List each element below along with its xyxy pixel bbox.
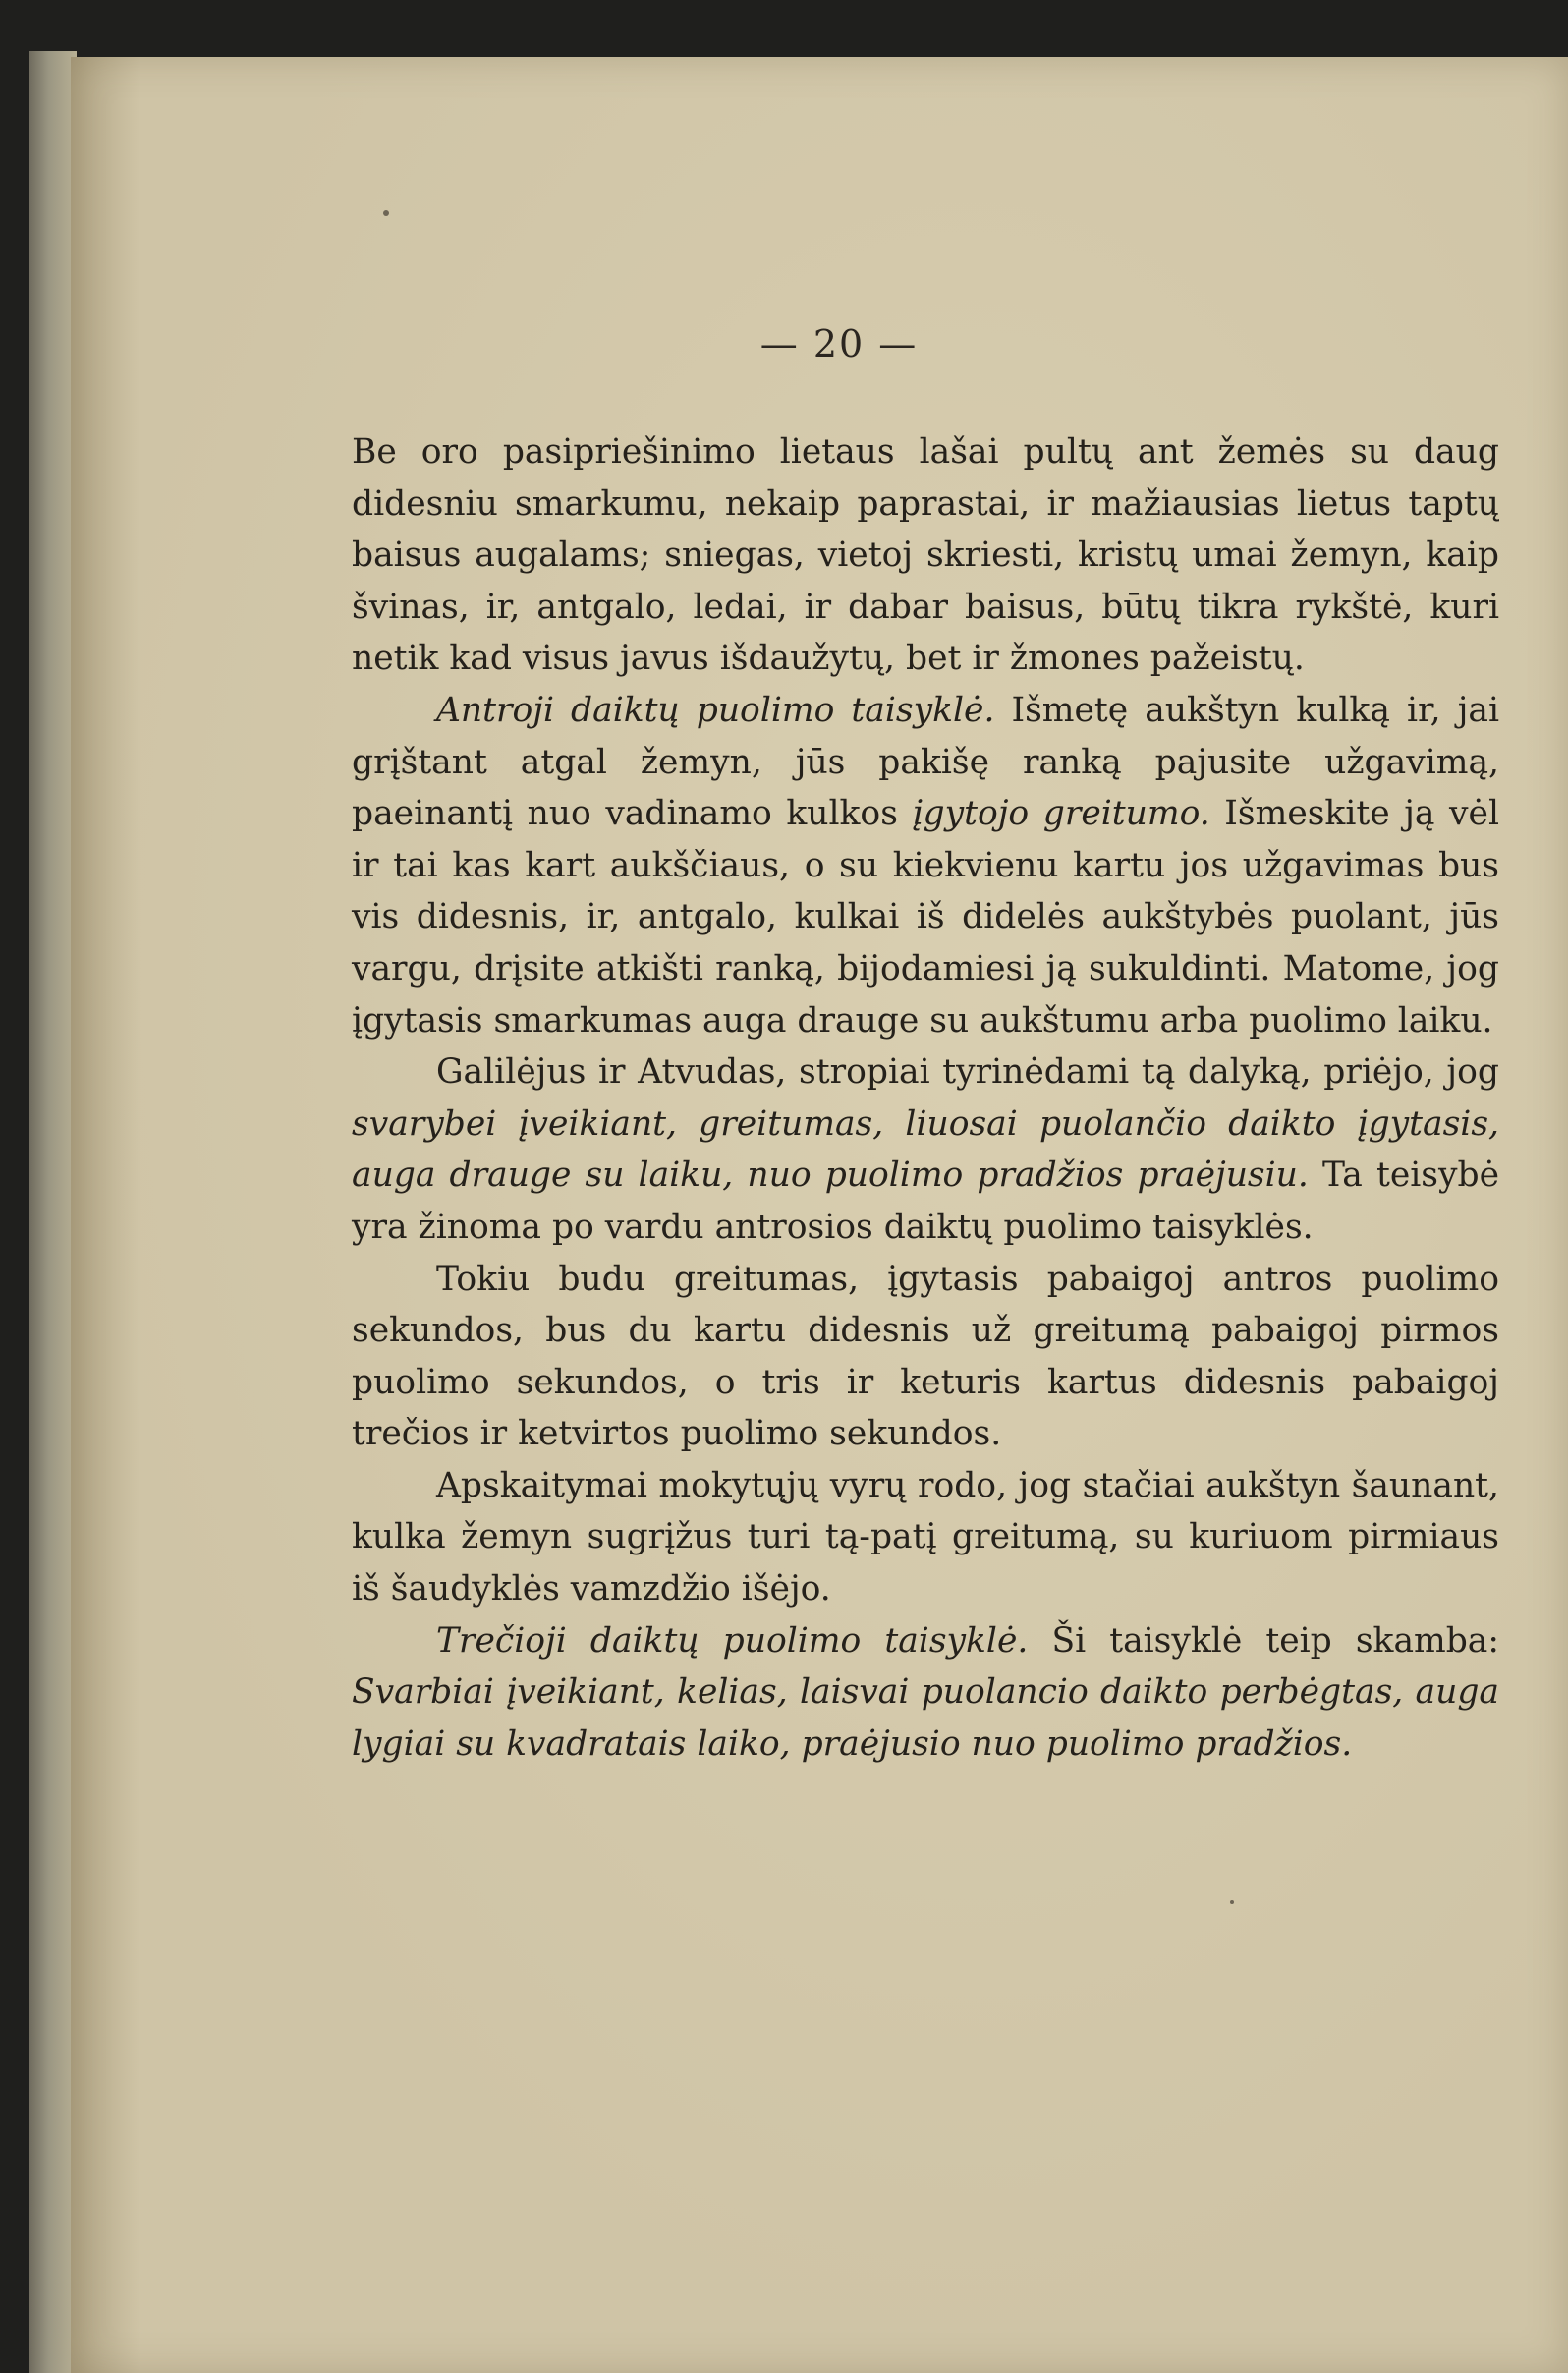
paper-speck <box>1230 1900 1234 1904</box>
text-segment: Išmeskite ją vėl ir tai kas kart aukščiaus, o su kiekvienu kartu jos užgavimas bus vis didesnis, ir, antgalo, kulkai iš didelės aukštybės puolant, jūs vargu, drįsite atkišti ranką, bijodamiesi ją sukuldinti. Matome, jog įgytasis smarkumas auga drauge su aukštumu arba puolimo laiku. <box>352 794 1499 1041</box>
paragraph <box>352 1615 1499 1771</box>
body-text <box>352 426 1499 1770</box>
paragraph <box>352 1046 1499 1253</box>
page-number: — 20 — <box>759 322 919 366</box>
italic-segment: Trečioji daiktų puolimo taisyklė. <box>436 1620 1029 1661</box>
italic-segment: Svarbiai įveikiant, kelias, laisvai puolancio daikto perbėgtas, auga lygiai su kvadratais laiko, praėjusio nuo puolimo pradžios. <box>352 1672 1499 1764</box>
paragraph <box>352 1254 1499 1460</box>
text-segment: Be oro pasipriešinimo lietaus lašai pultų ant žemės su daug didesniu smarkumu, nekaip paprastai, ir mažiausias lietus taptų baisus augalams; sniegas, vietoj skriesti, kristų umai žemyn, kaip švinas, ir, antgalo, ledai, ir dabar baisus, būtų tikra rykštė, kuri netik kad visus javus išdaužytų, bet ir žmones pažeistų. <box>352 432 1499 679</box>
book-page <box>71 57 1568 2373</box>
italic-segment: svarybei įveikiant, greitumas, liuosai puolančio daikto įgytasis, auga drauge su laiku, nuo puolimo pradžios praėjusiu. <box>352 1103 1499 1196</box>
paragraph <box>352 1460 1499 1615</box>
italic-segment: Antroji daiktų puolimo taisyklė. <box>436 690 995 730</box>
text-segment: Ta teisybė yra žinoma po vardu antrosios daiktų puolimo taisyklės. <box>352 1156 1499 1247</box>
book-gutter <box>29 51 77 2373</box>
paper-speck <box>383 210 389 216</box>
text-segment: Išmetę aukštyn kulką ir, jai grįštant atgal žemyn, jūs pakišę ranką pajusite užgavimą, paeinantį nuo vadinamo kulkos <box>352 690 1499 834</box>
text-segment: Apskaitymai mokytųjų vyrų rodo, jog stačiai aukštyn šaunant, kulka žemyn sugrįžus turi tą-patį greitumą, su kuriuom pirmiaus iš šaudyklės vamzdžio išėjo. <box>352 1465 1499 1610</box>
italic-segment: įgytojo greitumo. <box>912 794 1210 834</box>
text-segment: Ši taisyklė teip skamba: <box>1028 1620 1500 1661</box>
paragraph <box>352 685 1499 1046</box>
paragraph <box>352 426 1499 685</box>
text-segment: Galilėjus ir Atvudas, stropiai tyrinėdami tą dalyką, priėjo, jog <box>436 1052 1499 1093</box>
text-segment: Tokiu budu greitumas, įgytasis pabaigoj antros puolimo sekundos, bus du kartu didesnis už greitumą pabaigoj pirmos puolimo sekundos, o tris ir keturis kartus didesnis pabaigoj trečios ir ketvirtos puolimo sekundos. <box>352 1259 1499 1454</box>
